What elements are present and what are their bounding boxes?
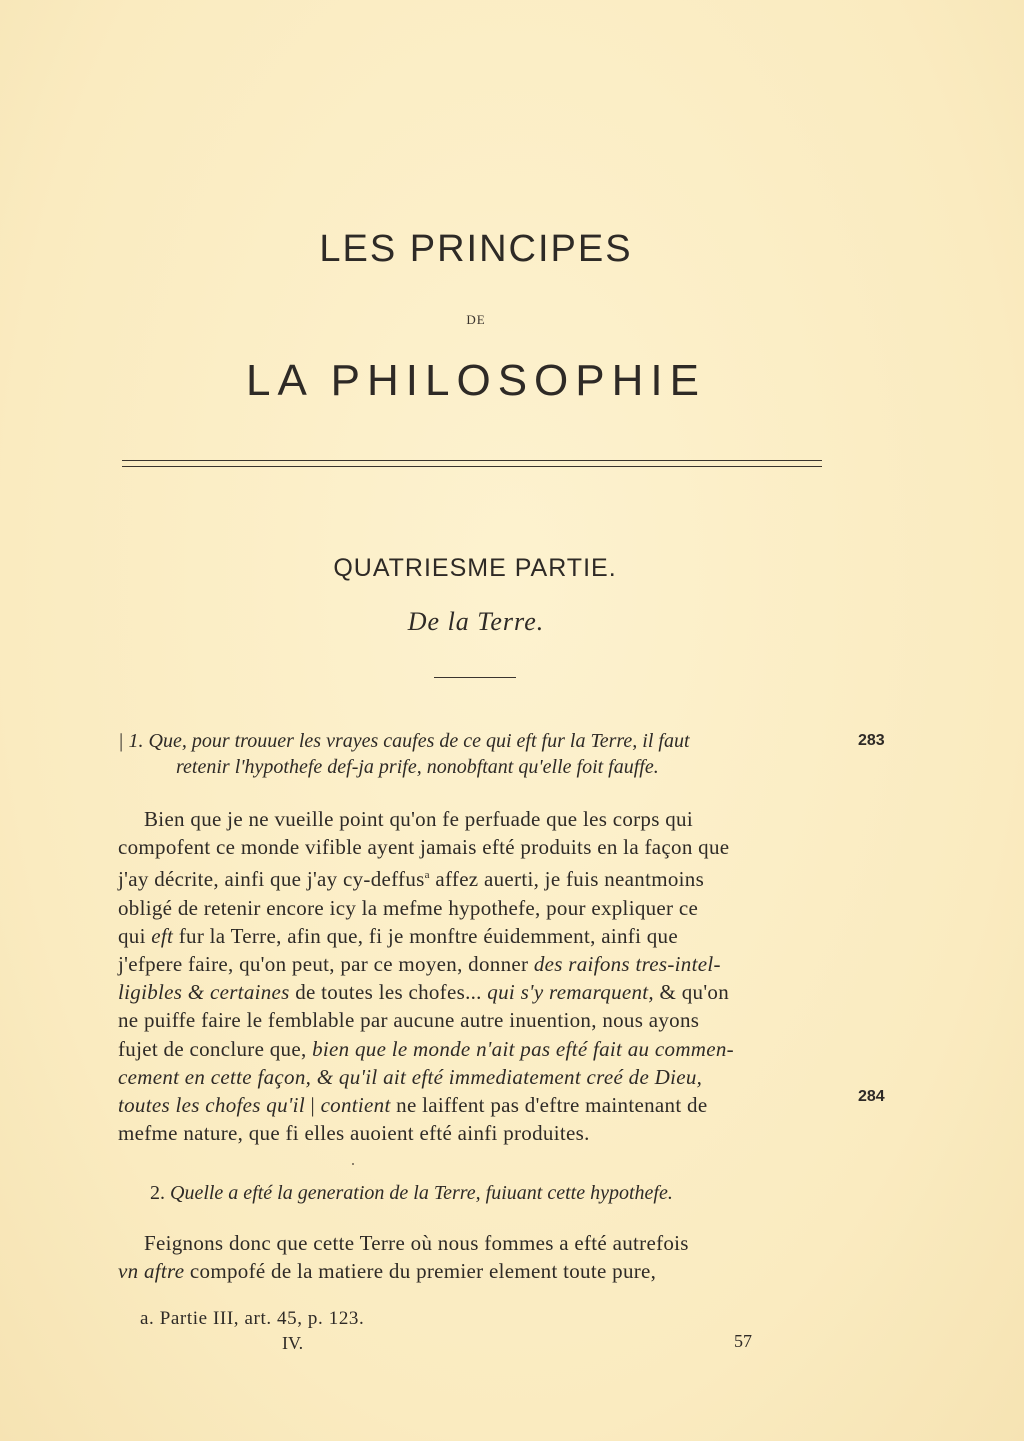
italic-run: ligibles & certaines — [118, 980, 290, 1005]
text-run: j'ay décrite, ainfi que j'ay cy-deffus — [118, 867, 425, 892]
paragraph-1-line — [118, 922, 832, 950]
paragraph-1-line — [118, 950, 832, 978]
text-run: compofé de la matiere du premier element toute pure, — [184, 1259, 657, 1284]
paragraph-2 — [118, 1229, 832, 1285]
text-run: ne laiffent pas d'eftre maintenant de — [390, 1093, 708, 1118]
paragraph-1-line: Bien que je ne vueille point qu'on fe perfuade que les corps qui — [144, 807, 693, 831]
page-number: 57 — [734, 1331, 752, 1351]
paragraph-2-line — [118, 1257, 832, 1285]
footnote: a. Partie III, art. 45, p. 123. — [140, 1308, 365, 1329]
italic-run: bien que le monde n'ait pas efté fait au commen- — [312, 1036, 734, 1061]
text-run: & qu'on — [653, 980, 730, 1005]
text-run: fujet de conclure que, — [118, 1036, 313, 1061]
article-1-heading — [118, 728, 838, 780]
article-2-label: 2. — [150, 1182, 165, 1204]
section-rule — [434, 677, 516, 678]
footnote-reference: a — [424, 869, 430, 882]
italic-run: vn aftre — [118, 1259, 185, 1284]
text-run: qui — [118, 923, 152, 948]
paragraph-1-line: ne puiffe faire le femblable par aucune autre inuention, nous ayons — [118, 1008, 700, 1033]
part-subtitle: De la Terre. — [407, 607, 545, 636]
title-rule-thin — [122, 466, 822, 467]
article-1-label: | 1. — [118, 730, 144, 752]
paragraph-1-line: compofent ce monde vifible ayent jamais efté produits en la façon que — [118, 835, 730, 860]
paragraph-2-line: Feignons donc que cette Terre où nous fommes a efté autrefois — [144, 1231, 689, 1255]
paragraph-1-line — [118, 1035, 832, 1063]
paragraph-1-line — [118, 861, 832, 893]
text-run: fur la Terre, afin que, fi je monftre éuidemment, ainfi que — [173, 923, 678, 948]
paragraph-1 — [118, 805, 832, 1147]
italic-run: eft — [151, 923, 174, 948]
signature-mark: IV. — [282, 1333, 304, 1353]
italic-run: des raifons tres-intel- — [533, 952, 721, 977]
paragraph-1-line: mefme nature, que fi elles auoient efté ainfi produites. — [118, 1121, 590, 1146]
article-1-heading-line-1: Que, pour trouuer les vrayes caufes de ce qui eft fur la Terre, il faut — [148, 730, 690, 752]
title-line-2: LA PHILOSOPHIE — [246, 356, 706, 405]
paragraph-1-line: cement en cette façon, & qu'il ait efté immediatement creé de Dieu, — [118, 1064, 703, 1089]
article-2-heading-line-1: Quelle a efté la generation de la Terre, fuiuant cette hypothefe. — [170, 1182, 673, 1204]
page-break-marker: | — [304, 1093, 321, 1118]
text-run: j'efpere faire, qu'on peut, par ce moyen, donner — [118, 952, 534, 977]
title-rule-thick — [122, 460, 822, 461]
article-2-heading — [150, 1180, 870, 1206]
ink-speck — [352, 1163, 354, 1165]
paragraph-1-line: obligé de retenir encore icy la mefme hypothefe, pour expliquer ce — [118, 895, 699, 920]
title-connector: DE — [466, 312, 486, 327]
title-line-1: LES PRINCIPES — [319, 228, 633, 270]
margin-number: 283 — [858, 732, 885, 749]
paragraph-1-line — [118, 978, 832, 1006]
margin-number: 284 — [858, 1088, 885, 1105]
text-run: affez auerti, je fuis neantmoins — [429, 867, 705, 892]
part-heading: QUATRIESME PARTIE. — [333, 554, 617, 582]
italic-run: contient — [320, 1093, 391, 1118]
paragraph-1-line — [118, 1091, 832, 1119]
italic-run: toutes les chofes qu'il — [118, 1093, 305, 1118]
text-run: de toutes les chofes... — [289, 980, 488, 1005]
article-1-heading-line-2: retenir l'hypothefe def-ja prife, nonobftant qu'elle foit fauffe. — [176, 756, 659, 778]
italic-run: qui s'y remarquent, — [487, 980, 654, 1005]
